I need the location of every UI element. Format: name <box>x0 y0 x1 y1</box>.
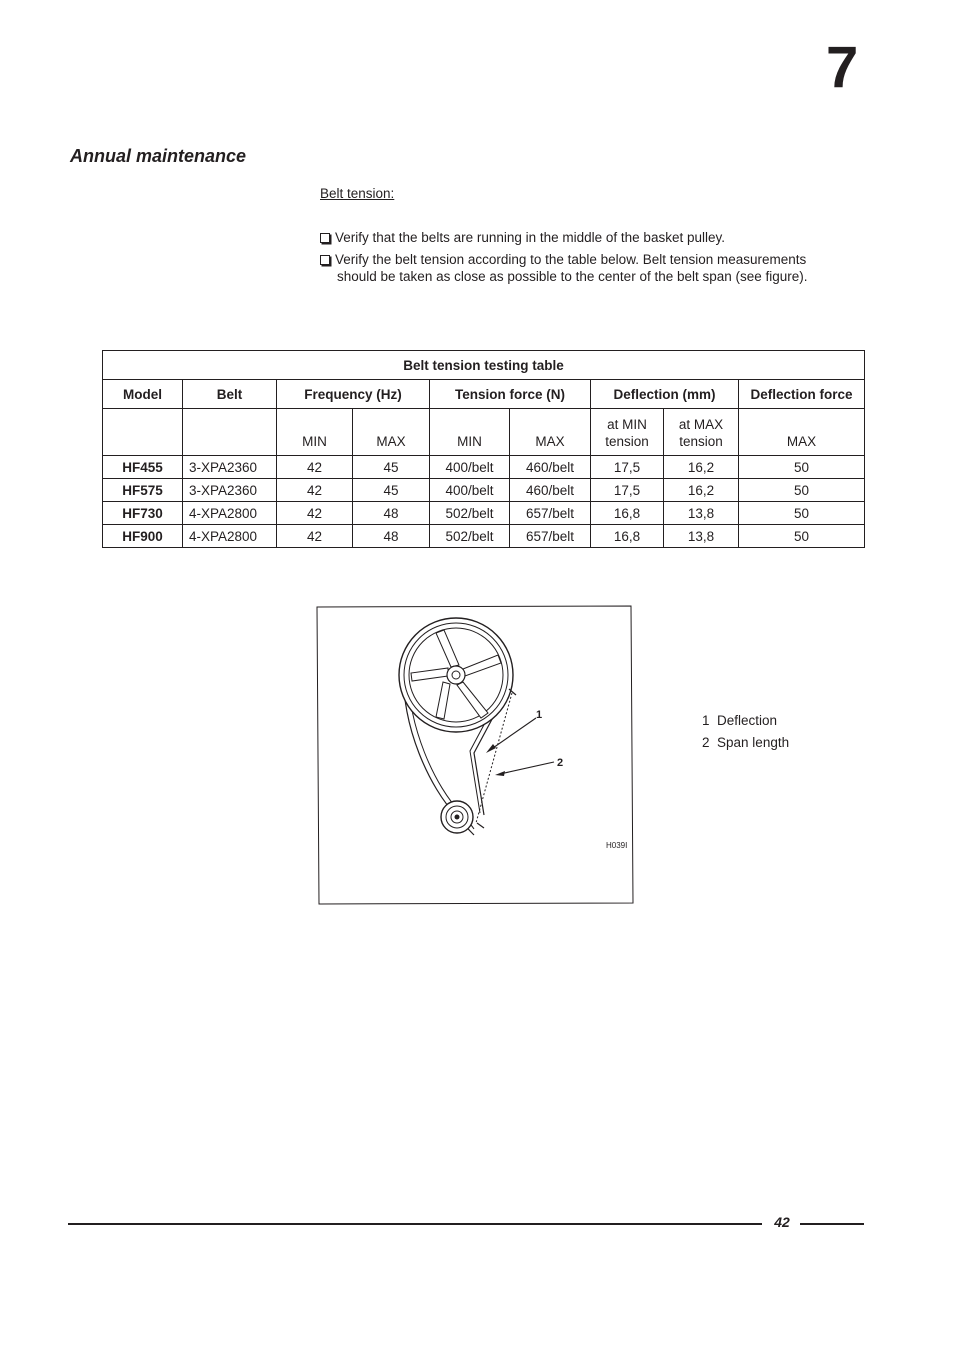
cell-freq-max: 48 <box>353 502 430 525</box>
footer-rule-left <box>68 1223 762 1225</box>
page-number: 42 <box>774 1214 790 1230</box>
legend-number: 1 <box>702 713 710 728</box>
span-tick-bottom <box>477 823 484 828</box>
cell-model: HF730 <box>103 502 183 525</box>
section-title: Annual maintenance <box>70 146 247 166</box>
checklist-text-continued: should be taken as close as possible to the center of the belt span (see figure). <box>337 269 808 284</box>
cell-defl-max: 16,2 <box>664 479 739 502</box>
cell-tension-max: 657/belt <box>510 525 591 548</box>
subheader-freq-min: MIN <box>277 409 353 456</box>
subheader-defl-min <box>591 409 664 456</box>
legend-item <box>702 713 777 728</box>
cell-defl-max: 16,2 <box>664 456 739 479</box>
arrow-1-line <box>490 718 536 750</box>
arrow-2-head <box>495 771 505 776</box>
arrow-1-head <box>486 744 496 753</box>
header-tension: Tension force (N) <box>430 380 591 409</box>
legend-label: Deflection <box>717 713 778 728</box>
figure-code: H039I <box>606 841 628 850</box>
table-title: Belt tension testing table <box>103 351 865 380</box>
cell-defl-max: 13,8 <box>664 502 739 525</box>
small-pulley-axle <box>455 815 460 820</box>
table-row <box>103 525 865 548</box>
legend-number: 2 <box>702 735 710 750</box>
subheader-freq-max: MAX <box>353 409 430 456</box>
arrow-2-line <box>500 762 554 774</box>
cell-tension-min: 400/belt <box>430 456 510 479</box>
belt-diagram <box>316 605 634 905</box>
subheader-force-max: MAX <box>739 409 865 456</box>
header-frequency: Frequency (Hz) <box>277 380 430 409</box>
belt-tension-table <box>102 350 865 548</box>
cell-defl-max: 13,8 <box>664 525 739 548</box>
subheader-empty <box>103 409 183 456</box>
cell-model: HF455 <box>103 456 183 479</box>
cell-freq-min: 42 <box>277 479 353 502</box>
cell-freq-min: 42 <box>277 525 353 548</box>
table-row <box>103 479 865 502</box>
cell-freq-max: 48 <box>353 525 430 548</box>
subheader-tension-min: MIN <box>430 409 510 456</box>
cell-tension-max: 460/belt <box>510 456 591 479</box>
cell-freq-max: 45 <box>353 456 430 479</box>
cell-force-max: 50 <box>739 479 865 502</box>
header-deflection: Deflection (mm) <box>591 380 739 409</box>
subheader-tension-max: MAX <box>510 409 591 456</box>
belt-diagram-figure <box>316 605 634 905</box>
subheader-defl-max-line1: at MAX <box>678 417 724 432</box>
cell-tension-min: 400/belt <box>430 479 510 502</box>
cell-defl-min: 16,8 <box>591 525 664 548</box>
header-model: Model <box>103 380 183 409</box>
cell-tension-max: 657/belt <box>510 502 591 525</box>
cell-tension-min: 502/belt <box>430 502 510 525</box>
legend-item <box>702 735 789 750</box>
subheader-defl-min-line1: at MIN <box>607 417 647 432</box>
cell-belt: 4-XPA2800 <box>183 525 277 548</box>
cell-model: HF900 <box>103 525 183 548</box>
checkbox-icon <box>320 255 330 265</box>
table-row <box>103 456 865 479</box>
cell-belt: 3-XPA2360 <box>183 479 277 502</box>
checklist-item <box>320 251 860 285</box>
cell-force-max: 50 <box>739 525 865 548</box>
subheader-defl-max <box>664 409 739 456</box>
footer-rule-right <box>800 1223 864 1225</box>
checklist-item <box>320 229 860 246</box>
belt-tension-subheading: Belt tension: <box>320 186 395 201</box>
cell-freq-min: 42 <box>277 456 353 479</box>
header-deflection-force: Deflection force <box>739 380 865 409</box>
cell-defl-min: 17,5 <box>591 479 664 502</box>
cell-freq-min: 42 <box>277 502 353 525</box>
cell-tension-max: 460/belt <box>510 479 591 502</box>
callout-1: 1 <box>536 709 543 721</box>
subheader-empty <box>183 409 277 456</box>
subheader-defl-min-line2: tension <box>605 434 649 449</box>
checklist-text: Verify the belt tension according to the table below. Belt tension measurements <box>335 252 807 267</box>
subheader-defl-max-line2: tension <box>679 434 723 449</box>
cell-model: HF575 <box>103 479 183 502</box>
checklist-text: Verify that the belts are running in the middle of the basket pulley. <box>335 230 725 245</box>
chapter-number: 7 <box>826 35 859 100</box>
cell-force-max: 50 <box>739 456 865 479</box>
legend-label: Span length <box>717 735 790 750</box>
cell-defl-min: 16,8 <box>591 502 664 525</box>
cell-force-max: 50 <box>739 502 865 525</box>
cell-freq-max: 45 <box>353 479 430 502</box>
table-row <box>103 502 865 525</box>
pulley-axle <box>452 671 460 679</box>
cell-belt: 3-XPA2360 <box>183 456 277 479</box>
cell-defl-min: 17,5 <box>591 456 664 479</box>
header-belt: Belt <box>183 380 277 409</box>
cell-tension-min: 502/belt <box>430 525 510 548</box>
cell-belt: 4-XPA2800 <box>183 502 277 525</box>
callout-2: 2 <box>557 757 564 769</box>
checkbox-icon <box>320 233 330 243</box>
